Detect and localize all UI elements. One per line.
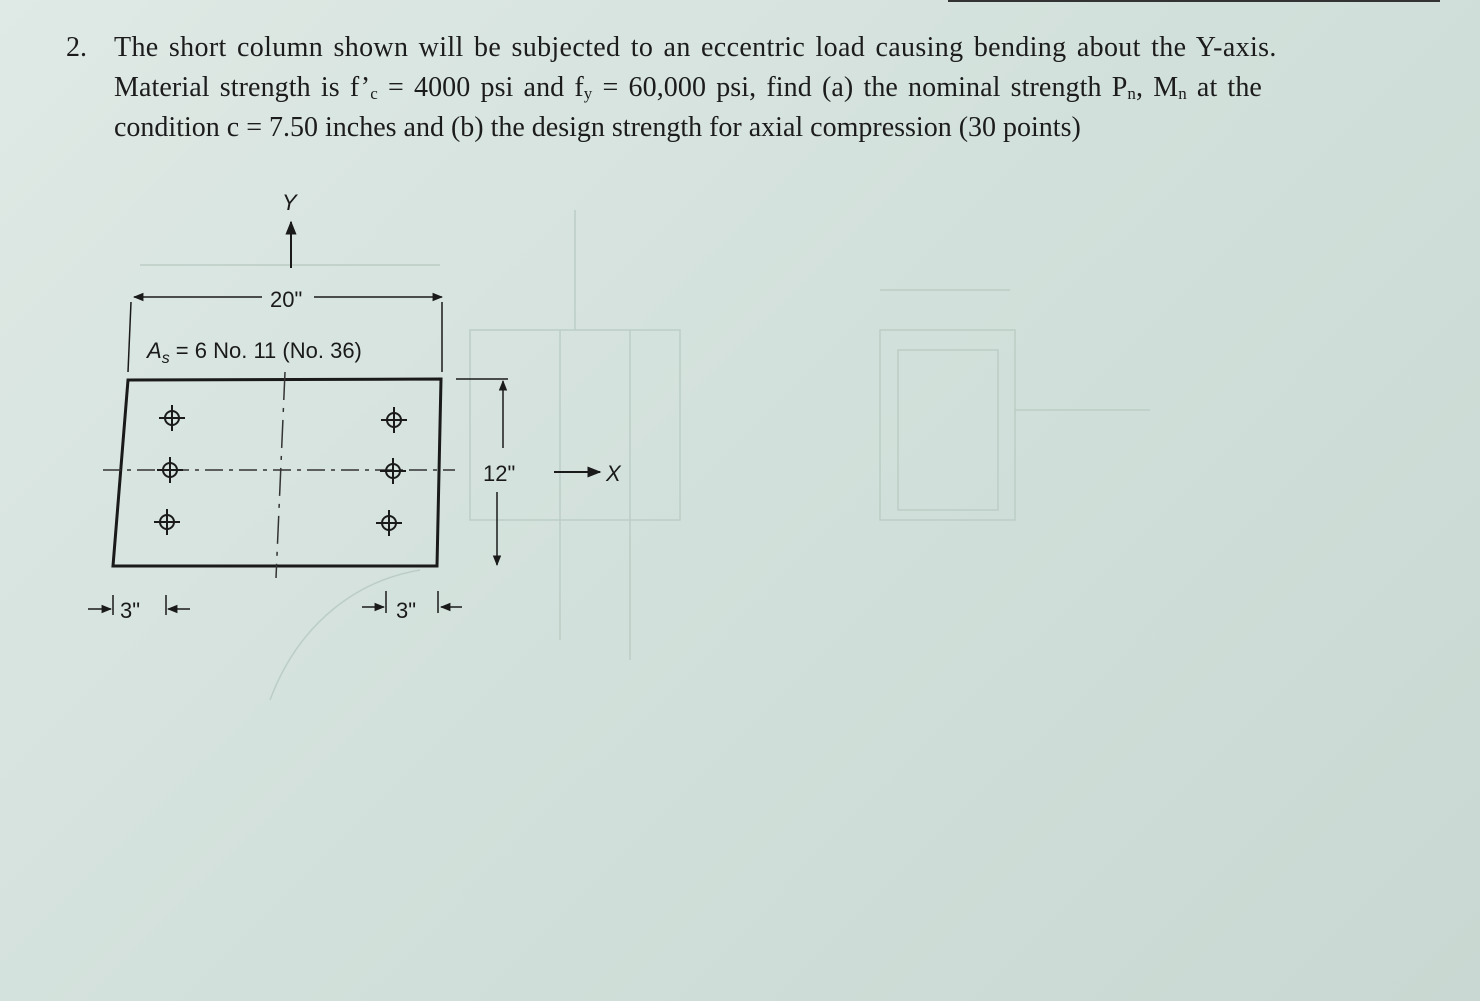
bleed-through-sketch [140, 210, 1150, 700]
problem-line-2: Material strength is $f’_c = 4000$ psi and $f_y = 60,000$ psi, find (a) the nominal strength $P_n$, $M_n$ at the [114, 72, 1262, 103]
width-extension-left [128, 302, 131, 372]
problem-number: 2. [66, 32, 87, 63]
rebar [154, 509, 180, 535]
height-dimension-label: 12" [483, 461, 516, 486]
rebar [159, 405, 185, 431]
steel-area-label: $A_s = 6$ No. 11 (No. 36) [147, 338, 362, 367]
rebar [380, 458, 406, 484]
y-centerline [276, 372, 285, 578]
right-cover-label: 3" [396, 598, 417, 623]
left-cover-label: 3" [120, 598, 141, 623]
rebar [157, 457, 183, 483]
y-axis-label: Y [282, 190, 297, 215]
rebar [381, 407, 407, 433]
width-dimension-label: 20" [270, 287, 303, 312]
problem-line-1: The short column shown will be subjected to an eccentric load causing bending about the Y-axis. [114, 32, 1277, 63]
problem-line-3: condition c = 7.50 inches and (b) the design strength for axial compression (30 points) [114, 112, 1081, 143]
rebar [376, 510, 402, 536]
x-axis-label: X [606, 461, 621, 486]
